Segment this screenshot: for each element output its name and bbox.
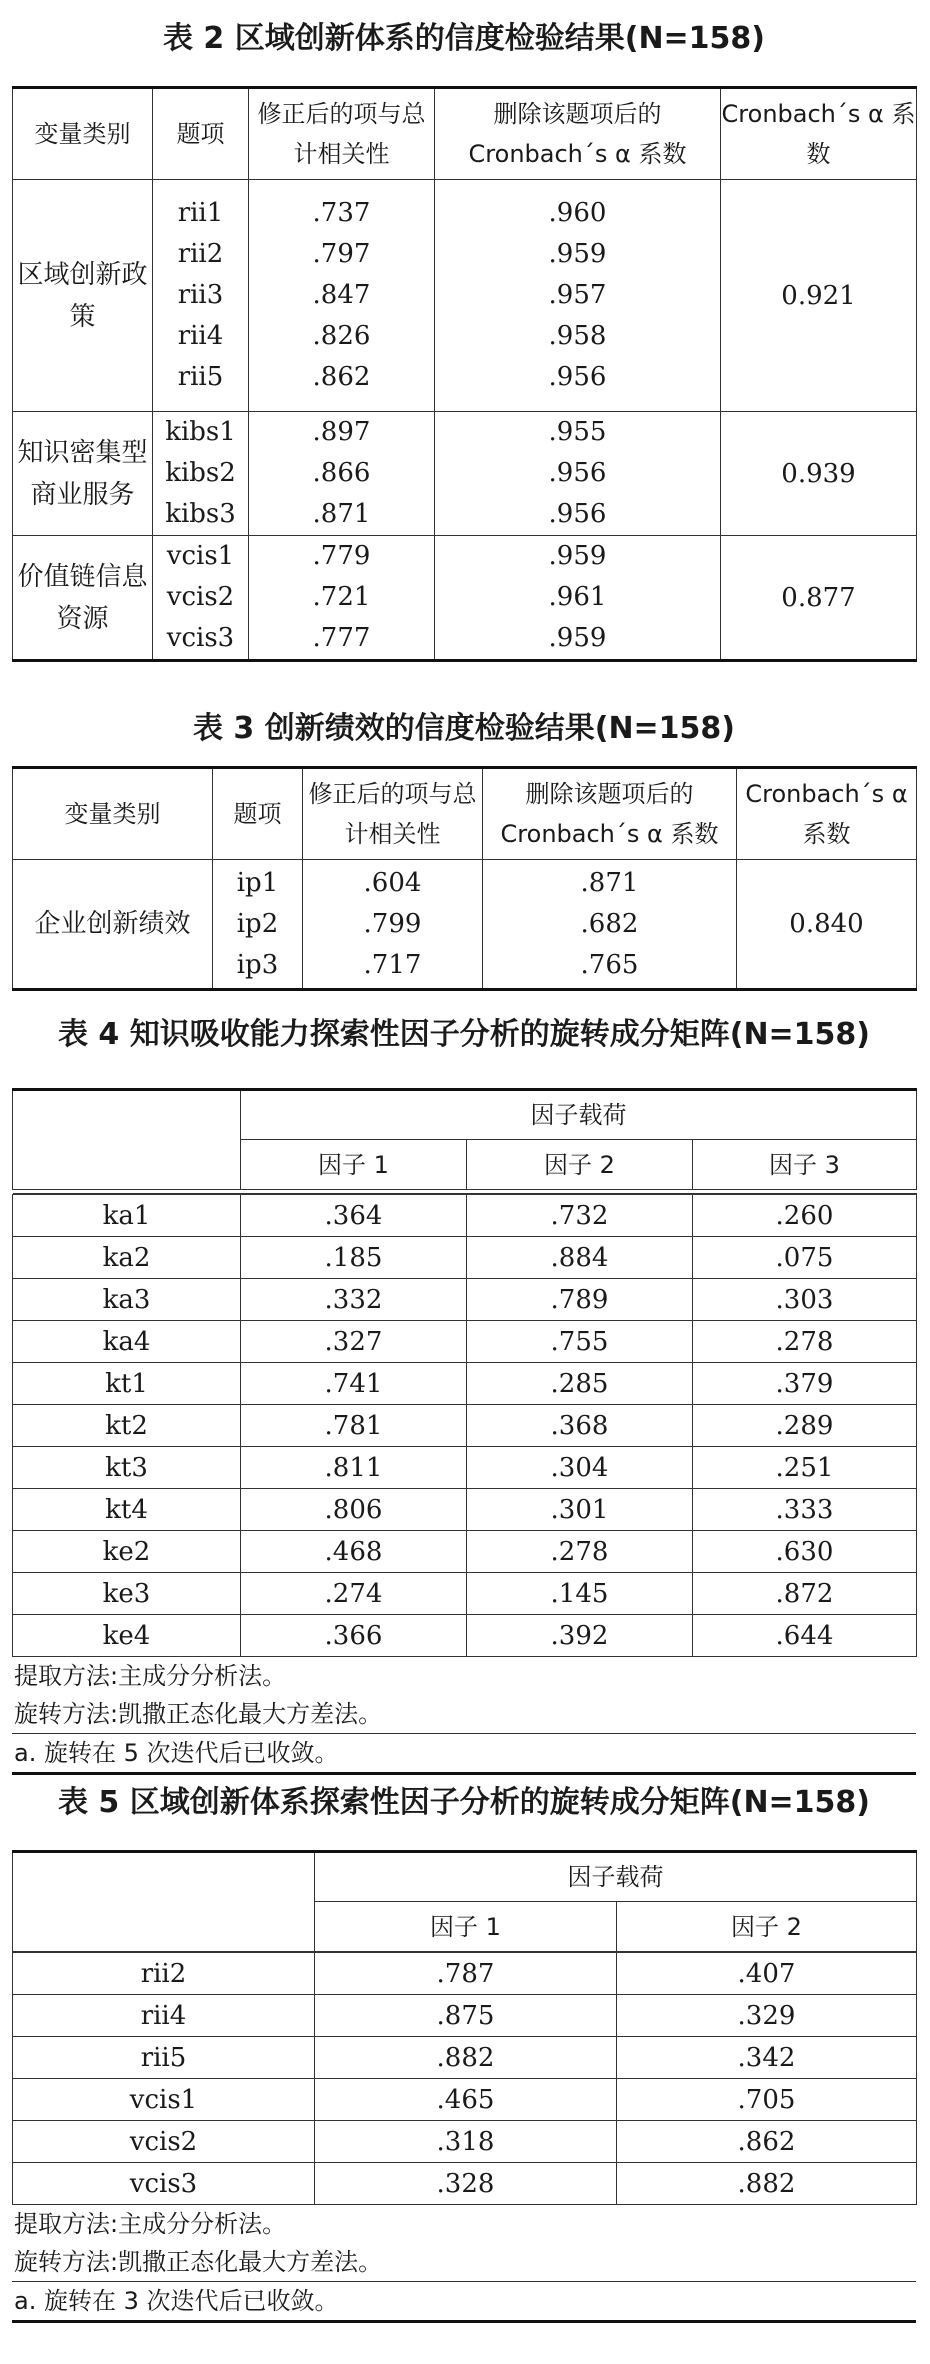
table2-deleted-alpha — [435, 412, 721, 536]
loading-value: .705 — [617, 2079, 917, 2121]
loading-value: .741 — [241, 1363, 467, 1405]
loading-value: .884 — [467, 1237, 693, 1279]
table-row — [13, 2079, 917, 2121]
loading-value: .185 — [241, 1237, 467, 1279]
table3-header-category: 变量类别 — [13, 768, 213, 860]
table2-corr — [249, 536, 435, 661]
loading-value: .407 — [617, 1953, 917, 1995]
table4 — [12, 1018, 916, 1775]
table-row — [13, 1405, 917, 1447]
table2-group-row — [13, 180, 917, 412]
loading-value: .332 — [241, 1279, 467, 1321]
row-label: ka2 — [13, 1237, 241, 1279]
table-row — [13, 2163, 917, 2205]
table-row — [13, 1195, 917, 1237]
table2-alpha: 0.877 — [721, 536, 917, 661]
row-label: kt2 — [13, 1405, 241, 1447]
table3-items — [213, 860, 303, 990]
loading-value: .278 — [693, 1321, 917, 1363]
row-label: ka4 — [13, 1321, 241, 1363]
table2-items — [153, 412, 249, 536]
corr-value: .847 — [312, 280, 371, 310]
item-code: vcis3 — [166, 623, 235, 653]
table5-note-converge: a. 旋转在 3 次迭代后已收敛。 — [12, 2282, 916, 2323]
table-row — [13, 1489, 917, 1531]
table3-group-row — [13, 860, 917, 990]
loading-value: .289 — [693, 1405, 917, 1447]
table3-category: 企业创新绩效 — [13, 860, 213, 990]
table2-header-alpha: Cronbach´s α 系数 — [721, 88, 917, 180]
table4-note-extraction: 提取方法:主成分分析法。 — [14, 1662, 287, 1690]
table2-grid — [12, 86, 917, 662]
corr-value: .826 — [312, 321, 371, 351]
corr-value: .862 — [312, 362, 371, 392]
table4-caption: 表 4 知识吸收能力探索性因子分析的旋转成分矩阵(N=158) — [57, 1017, 871, 1052]
table2 — [12, 22, 916, 662]
item-code: rii5 — [177, 362, 224, 392]
table2-category: 区域创新政策 — [13, 180, 153, 412]
row-label: rii2 — [13, 1953, 315, 1995]
loading-value: .327 — [241, 1321, 467, 1363]
deleted-alpha-value: .765 — [580, 949, 639, 980]
item-code: rii4 — [177, 321, 224, 351]
table3-caption: 表 3 创新绩效的信度检验结果(N=158) — [192, 711, 736, 746]
table2-category: 知识密集型商业服务 — [13, 412, 153, 536]
row-label: rii5 — [13, 2037, 315, 2079]
table3-deleted-alpha — [483, 860, 737, 990]
row-label: ke3 — [13, 1573, 241, 1615]
loading-value: .755 — [467, 1321, 693, 1363]
corr-value: .717 — [363, 949, 422, 980]
table2-deleted-alpha — [435, 180, 721, 412]
loading-value: .333 — [693, 1489, 917, 1531]
table5-corner — [13, 1852, 315, 1902]
table5-group-header: 因子载荷 — [315, 1852, 917, 1902]
loading-value: .882 — [315, 2037, 617, 2079]
table2-header-corr: 修正后的项与总计相关性 — [249, 88, 435, 180]
table5-corner-lower — [13, 1902, 315, 1952]
table3-header-item: 题项 — [213, 768, 303, 860]
loading-value: .260 — [693, 1195, 917, 1237]
loading-value: .328 — [315, 2163, 617, 2205]
loading-value: .875 — [315, 1995, 617, 2037]
row-label: ke4 — [13, 1615, 241, 1657]
table5-factor-2: 因子 2 — [617, 1902, 917, 1952]
corr-value: .797 — [312, 239, 371, 269]
table2-corr — [249, 180, 435, 412]
table4-factor-2: 因子 2 — [467, 1140, 693, 1190]
deleted-alpha-value: .959 — [548, 541, 607, 571]
deleted-alpha-value: .956 — [548, 458, 607, 488]
table2-header-category: 变量类别 — [13, 88, 153, 180]
loading-value: .318 — [315, 2121, 617, 2163]
item-code: kibs1 — [165, 417, 236, 447]
loading-value: .806 — [241, 1489, 467, 1531]
table2-alpha: 0.939 — [721, 412, 917, 536]
loading-value: .366 — [241, 1615, 467, 1657]
table-row — [13, 1237, 917, 1279]
table-row — [13, 1447, 917, 1489]
loading-value: .781 — [241, 1405, 467, 1447]
table-row — [13, 1321, 917, 1363]
table2-header-item: 题项 — [153, 88, 249, 180]
loading-value: .392 — [467, 1615, 693, 1657]
loading-value: .465 — [315, 2079, 617, 2121]
table4-note-converge: a. 旋转在 5 次迭代后已收敛。 — [12, 1734, 916, 1775]
item-code: vcis2 — [166, 582, 235, 612]
table4-factor-1: 因子 1 — [241, 1140, 467, 1190]
deleted-alpha-value: .682 — [580, 908, 639, 939]
row-label: kt3 — [13, 1447, 241, 1489]
loading-value: .630 — [693, 1531, 917, 1573]
deleted-alpha-value: .961 — [548, 582, 607, 612]
table4-grid — [12, 1088, 917, 1194]
corr-value: .866 — [312, 458, 371, 488]
table-row — [13, 1573, 917, 1615]
row-label: ke2 — [13, 1531, 241, 1573]
table-row — [13, 1995, 917, 2037]
table2-group-row — [13, 412, 917, 536]
table3-grid — [12, 766, 917, 991]
loading-value: .862 — [617, 2121, 917, 2163]
loading-value: .301 — [467, 1489, 693, 1531]
table4-factor-3: 因子 3 — [693, 1140, 917, 1190]
table-row — [13, 2121, 917, 2163]
loading-value: .303 — [693, 1279, 917, 1321]
table5-body — [12, 1952, 917, 2205]
deleted-alpha-value: .957 — [548, 280, 607, 310]
loading-value: .342 — [617, 2037, 917, 2079]
item-code: rii2 — [177, 239, 224, 269]
table5-factor-1: 因子 1 — [315, 1902, 617, 1952]
table2-category: 价值链信息资源 — [13, 536, 153, 661]
table2-alpha: 0.921 — [721, 180, 917, 412]
table4-note-rotation: 旋转方法:凯撒正态化最大方差法。 — [14, 1700, 383, 1728]
table3-header-deleted-alpha: 删除该题项后的 Cronbach´s α 系数 — [483, 768, 737, 860]
table3-corr — [303, 860, 483, 990]
loading-value: .329 — [617, 1995, 917, 2037]
table-row — [13, 1279, 917, 1321]
loading-value: .251 — [693, 1447, 917, 1489]
table2-group-row — [13, 536, 917, 661]
row-label: ka3 — [13, 1279, 241, 1321]
table5-note-rotation: 旋转方法:凯撒正态化最大方差法。 — [14, 2248, 383, 2276]
item-code: rii3 — [177, 280, 224, 310]
deleted-alpha-value: .958 — [548, 321, 607, 351]
table3-header-alpha: Cronbach´s α 系数 — [737, 768, 917, 860]
table-row — [13, 1615, 917, 1657]
deleted-alpha-value: .960 — [548, 198, 607, 228]
loading-value: .304 — [467, 1447, 693, 1489]
row-label: rii4 — [13, 1995, 315, 2037]
table4-body — [12, 1194, 917, 1657]
loading-value: .789 — [467, 1279, 693, 1321]
deleted-alpha-value: .959 — [548, 239, 607, 269]
table2-header-deleted-alpha: 删除该题项后的 Cronbach´s α 系数 — [435, 88, 721, 180]
loading-value: .278 — [467, 1531, 693, 1573]
item-code: ip2 — [236, 908, 279, 939]
loading-value: .379 — [693, 1363, 917, 1405]
table2-corr — [249, 412, 435, 536]
item-code: vcis1 — [166, 541, 235, 571]
item-code: rii1 — [177, 198, 224, 228]
loading-value: .787 — [315, 1953, 617, 1995]
loading-value: .075 — [693, 1237, 917, 1279]
table-row — [13, 1531, 917, 1573]
table3 — [12, 712, 916, 991]
loading-value: .811 — [241, 1447, 467, 1489]
item-code: kibs2 — [165, 458, 236, 488]
table2-deleted-alpha — [435, 536, 721, 661]
table5-caption: 表 5 区域创新体系探索性因子分析的旋转成分矩阵(N=158) — [57, 1785, 871, 1820]
deleted-alpha-value: .956 — [548, 499, 607, 529]
item-code: ip3 — [236, 949, 279, 980]
loading-value: .145 — [467, 1573, 693, 1615]
row-label: kt4 — [13, 1489, 241, 1531]
deleted-alpha-value: .956 — [548, 362, 607, 392]
corr-value: .871 — [312, 499, 371, 529]
table3-header-corr: 修正后的项与总计相关性 — [303, 768, 483, 860]
loading-value: .872 — [693, 1573, 917, 1615]
table3-alpha: 0.840 — [737, 860, 917, 990]
row-label: vcis2 — [13, 2121, 315, 2163]
table2-items — [153, 180, 249, 412]
table2-items — [153, 536, 249, 661]
row-label: ka1 — [13, 1195, 241, 1237]
loading-value: .274 — [241, 1573, 467, 1615]
deleted-alpha-value: .871 — [580, 867, 639, 898]
loading-value: .882 — [617, 2163, 917, 2205]
table4-corner — [13, 1090, 241, 1140]
loading-value: .285 — [467, 1363, 693, 1405]
corr-value: .799 — [363, 908, 422, 939]
row-label: kt1 — [13, 1363, 241, 1405]
loading-value: .368 — [467, 1405, 693, 1447]
deleted-alpha-value: .959 — [548, 623, 607, 653]
loading-value: .644 — [693, 1615, 917, 1657]
table5-grid — [12, 1850, 917, 1952]
row-label: vcis3 — [13, 2163, 315, 2205]
item-code: ip1 — [236, 867, 279, 898]
corr-value: .604 — [363, 867, 422, 898]
corr-value: .897 — [312, 417, 371, 447]
loading-value: .468 — [241, 1531, 467, 1573]
corr-value: .721 — [312, 582, 371, 612]
corr-value: .777 — [312, 623, 371, 653]
loading-value: .364 — [241, 1195, 467, 1237]
table-row — [13, 1953, 917, 1995]
corr-value: .737 — [312, 198, 371, 228]
table-row — [13, 2037, 917, 2079]
deleted-alpha-value: .955 — [548, 417, 607, 447]
table2-caption: 表 2 区域创新体系的信度检验结果(N=158) — [162, 21, 766, 56]
table5-note-extraction: 提取方法:主成分分析法。 — [14, 2210, 287, 2238]
table-row — [13, 1363, 917, 1405]
item-code: kibs3 — [165, 499, 236, 529]
table5 — [12, 1786, 916, 2323]
corr-value: .779 — [312, 541, 371, 571]
table4-group-header: 因子载荷 — [241, 1090, 917, 1140]
row-label: vcis1 — [13, 2079, 315, 2121]
loading-value: .732 — [467, 1195, 693, 1237]
table4-corner-lower — [13, 1140, 241, 1190]
